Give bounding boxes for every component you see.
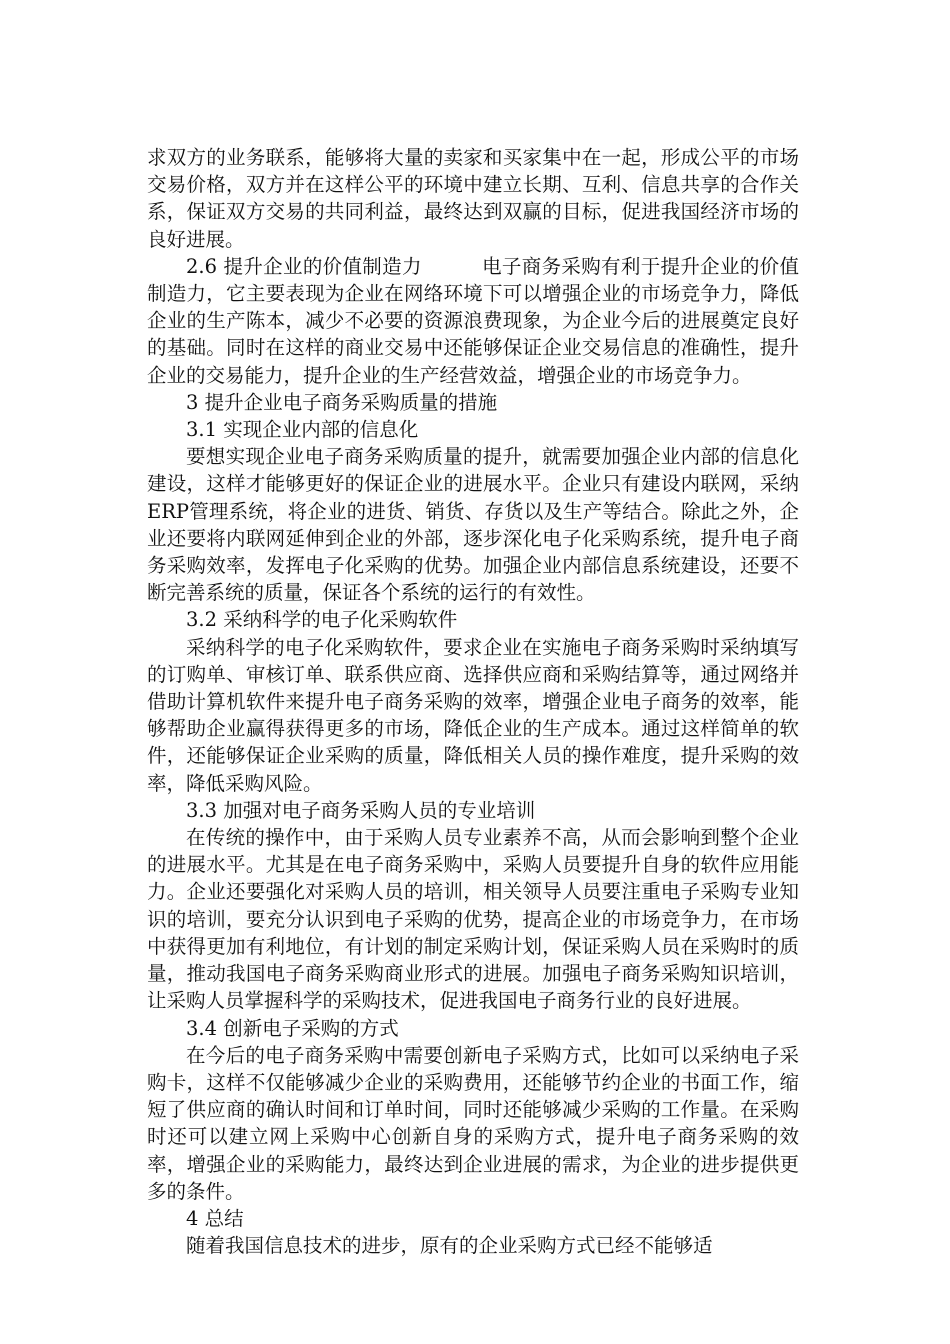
section-3-4-heading: 3.4 创新电子采购的方式 [186, 1016, 399, 1040]
section-3-heading: 3 提升企业电子商务采购质量的措施 [186, 390, 498, 414]
section-3-1-body: 要想实现企业电子商务采购质量的提升，就需要加强企业内部的信息化建设，这样才能够更好的保证企业的进展水平。企业只有建设内联网，采纳ERP管理系统，将企业的进货、销货、存货以及生产等结合。除此之外，企业还要将内联网延伸到企业的外部，逐步深化电子化采购系统，提升电子商务采购效率，发挥电子化采购的优势。加强企业内部信息系统建设，还要不断完善系统的质量，保证各个系统的运行的有效性。 [147, 445, 799, 605]
section-3-4-body: 在今后的电子商务采购中需要创新电子采购方式，比如可以采纳电子采购卡，这样不仅能够减少企业的采购费用，还能够节约企业的书面工作，缩短了供应商的确认时间和订单时间，同时还能够减少采购的工作量。在采购时还可以建立网上采购中心创新自身的采购方式，提升电子商务采购的效率，增强企业的采购能力，最终达到企业进展的需求，为企业的进步提供更多的条件。 [147, 1043, 799, 1203]
document-page [147, 144, 799, 1259]
section-4-heading: 4 总结 [186, 1206, 244, 1230]
paragraph-continued: 求双方的业务联系，能够将大量的卖家和买家集中在一起，形成公平的市场交易价格，双方并在这样公平的环境中建立长期、互利、信息共享的合作关系，保证双方交易的共同利益，最终达到双赢的目标，促进我国经济市场的良好进展。 [147, 146, 799, 251]
section-2-6-heading: 2.6 提升企业的价值制造力 [186, 254, 422, 278]
section-2-6-body: 电子商务采购有利于提升企业的价值制造力，它主要表现为企业在网络环境下可以增强企业的市场竞争力，降低企业的生产陈本，减少不必要的资源浪费现象，为企业今后的进展奠定良好的基础。同时在这样的商业交易中还能够保证企业交易信息的准确性，提升企业的交易能力，提升企业的生产经营效益，增强企业的市场竞争力。 [147, 254, 799, 387]
section-3-2-body: 采纳科学的电子化采购软件，要求企业在实施电子商务采购时采纳填写的订购单、审核订单、联系供应商、选择供应商和采购结算等，通过网络并借助计算机软件来提升电子商务采购的效率，增强企业电子商务的效率，能够帮助企业赢得获得更多的市场，降低企业的生产成本。通过这样简单的软件，还能够保证企业采购的质量，降低相关人员的操作难度，提升采购的效率，降低采购风险。 [147, 635, 799, 795]
section-3-3-body: 在传统的操作中，由于采购人员专业素养不高，从而会影响到整个企业的进展水平。尤其是在电子商务采购中，采购人员要提升自身的软件应用能力。企业还要强化对采购人员的培训，相关领导人员要注重电子采购专业知识的培训，要充分认识到电子采购的优势，提高企业的市场竞争力，在市场中获得更加有利地位，有计划的制定采购计划，保证采购人员在采购时的质量，推动我国电子商务采购商业形式的进展。加强电子商务采购知识培训，让采购人员掌握科学的采购技术，促进我国电子商务行业的良好进展。 [147, 826, 799, 1013]
section-3-1-heading: 3.1 实现企业内部的信息化 [186, 418, 419, 442]
section-4-body: 随着我国信息技术的进步，原有的企业采购方式已经不能够适 [186, 1234, 713, 1258]
section-3-3-heading: 3.3 加强对电子商务采购人员的专业培训 [186, 798, 536, 822]
section-3-2-heading: 3.2 采纳科学的电子化采购软件 [186, 608, 458, 632]
section-2-6 [147, 253, 799, 389]
